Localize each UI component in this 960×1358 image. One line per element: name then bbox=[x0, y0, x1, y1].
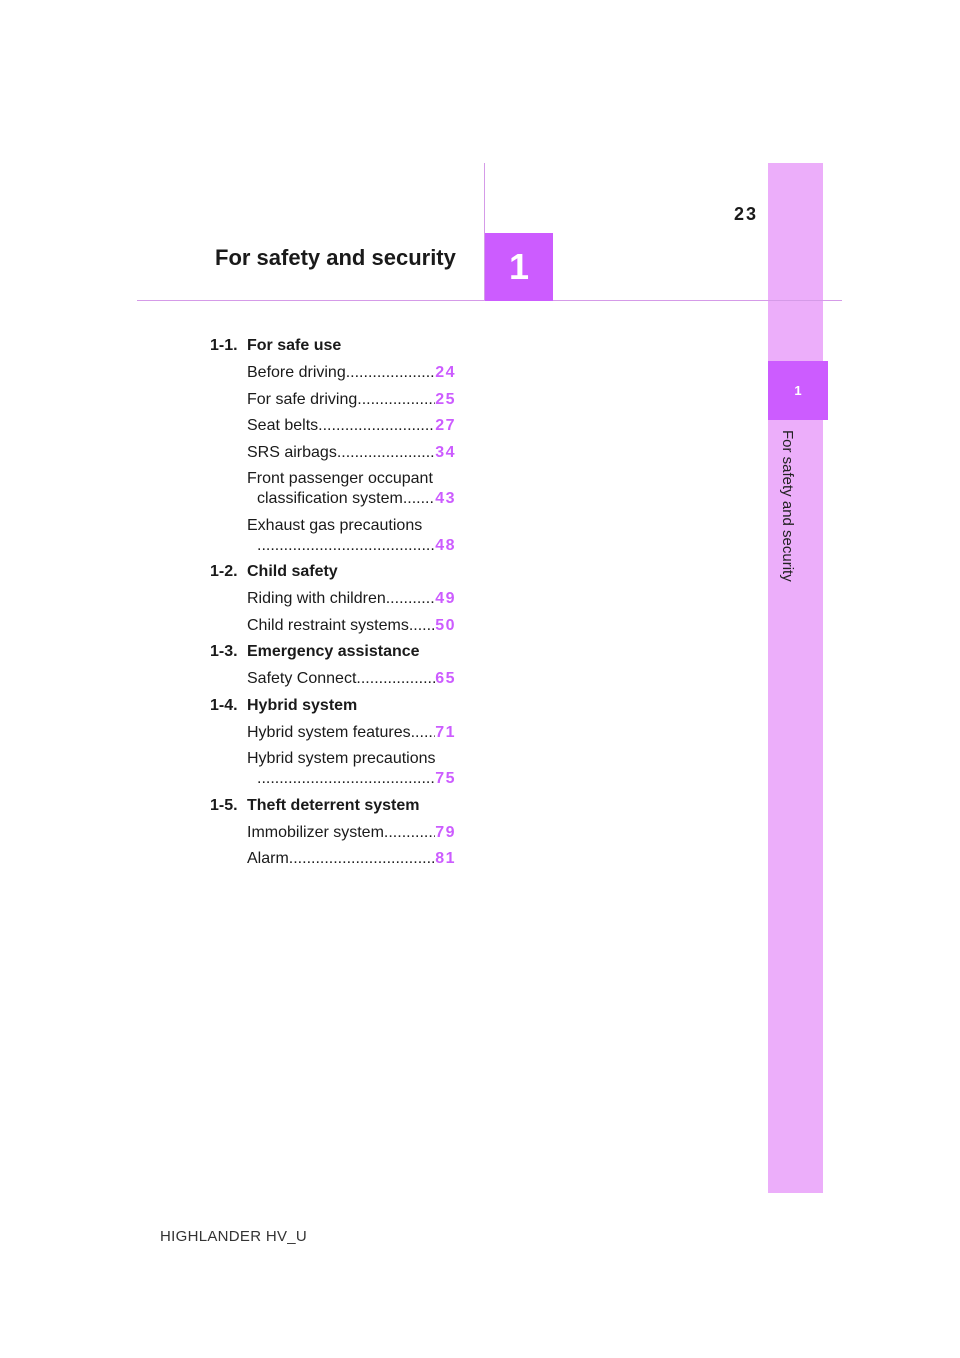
toc-leader-dots bbox=[356, 669, 435, 689]
toc-section-heading bbox=[210, 696, 460, 723]
toc-entry[interactable] bbox=[247, 416, 456, 436]
toc-section-title: Child safety bbox=[247, 563, 338, 580]
toc-leader-dots bbox=[346, 363, 435, 383]
toc-entry[interactable] bbox=[247, 443, 456, 463]
toc-leader-dots bbox=[289, 849, 435, 869]
toc-page-link[interactable]: 43 bbox=[435, 490, 456, 507]
toc-leader-dots bbox=[257, 769, 435, 789]
toc-entry-title: Safety Connect bbox=[247, 670, 357, 687]
toc-entry[interactable] bbox=[247, 516, 456, 556]
toc-page-link[interactable]: 27 bbox=[435, 417, 456, 434]
toc-page-link[interactable]: 65 bbox=[435, 670, 456, 687]
toc-leader-dots bbox=[403, 489, 435, 509]
toc-page-link[interactable]: 34 bbox=[435, 443, 456, 461]
toc-page-link[interactable]: 71 bbox=[435, 723, 456, 741]
toc-page-link[interactable]: 48 bbox=[435, 536, 456, 554]
toc-leader-dots bbox=[357, 390, 435, 410]
toc-section-number: 1-2. bbox=[210, 563, 238, 580]
toc-section-heading bbox=[210, 336, 460, 363]
toc-page-link[interactable]: 49 bbox=[435, 590, 456, 607]
page-number: 23 bbox=[733, 204, 758, 224]
toc-entry-title: Immobilizer system bbox=[247, 823, 384, 841]
footer-model: HIGHLANDER HV_U bbox=[160, 1228, 308, 1245]
toc-entry-title: Alarm bbox=[247, 850, 289, 867]
toc-page-link[interactable]: 25 bbox=[435, 390, 456, 408]
toc-entry-title: Hybrid system features bbox=[247, 723, 411, 741]
toc-leader-dots bbox=[384, 823, 435, 843]
toc-section-heading bbox=[210, 642, 460, 669]
toc-leader-dots bbox=[411, 723, 435, 743]
toc-section-number: 1-4. bbox=[210, 696, 238, 714]
toc-entry-title: For safe driving bbox=[247, 390, 358, 408]
toc-section-number: 1-1. bbox=[210, 337, 238, 354]
toc-section-title: Theft deterrent system bbox=[247, 796, 420, 814]
toc-section-heading bbox=[210, 562, 460, 589]
toc-section-title: For safe use bbox=[247, 337, 342, 354]
toc-leader-dots bbox=[386, 589, 435, 609]
toc-section-title: Emergency assistance bbox=[247, 643, 420, 660]
toc-entry[interactable] bbox=[247, 363, 456, 383]
toc-entry[interactable] bbox=[247, 469, 456, 509]
toc-section-number: 1-5. bbox=[210, 796, 238, 814]
toc-entry[interactable] bbox=[247, 589, 456, 609]
side-chapter-label: For safety and security bbox=[779, 430, 796, 582]
side-strip bbox=[768, 163, 823, 1193]
toc-entry[interactable] bbox=[247, 390, 456, 410]
chapter-title: For safety and security bbox=[215, 245, 456, 270]
toc-entry[interactable] bbox=[247, 823, 456, 843]
toc-leader-dots bbox=[257, 536, 435, 556]
table-of-contents bbox=[210, 336, 460, 876]
toc-page-link[interactable]: 24 bbox=[435, 364, 456, 381]
toc-section-heading bbox=[210, 796, 460, 823]
toc-leader-dots bbox=[409, 616, 435, 636]
side-chapter-tab[interactable]: 1 bbox=[768, 361, 828, 420]
toc-leader-dots bbox=[337, 443, 435, 463]
toc-entry[interactable] bbox=[247, 749, 456, 789]
toc-entry-title: SRS airbags bbox=[247, 443, 337, 461]
toc-page-link[interactable]: 79 bbox=[435, 823, 456, 841]
toc-section-title: Hybrid system bbox=[247, 696, 358, 714]
toc-leader-dots bbox=[318, 416, 435, 436]
toc-entry[interactable] bbox=[247, 669, 456, 689]
toc-entry[interactable] bbox=[247, 849, 456, 869]
toc-section-number: 1-3. bbox=[210, 643, 238, 660]
toc-entry-title: Riding with children bbox=[247, 590, 386, 607]
toc-page-link[interactable]: 81 bbox=[435, 850, 456, 867]
chapter-number-box: 1 bbox=[485, 233, 553, 301]
toc-entry-title: Child restraint systems bbox=[247, 616, 409, 634]
toc-entry-title: Front passenger occupant bbox=[247, 470, 433, 487]
toc-entry-title: Seat belts bbox=[247, 417, 319, 434]
toc-entry-title: Before driving bbox=[247, 364, 346, 381]
toc-entry-title: classification system bbox=[257, 490, 403, 507]
toc-page-link[interactable]: 50 bbox=[435, 616, 456, 634]
toc-entry-title: Hybrid system precautions bbox=[247, 750, 436, 767]
toc-entry-title: Exhaust gas precautions bbox=[247, 516, 423, 534]
toc-entry[interactable] bbox=[247, 616, 456, 636]
toc-entry[interactable] bbox=[247, 723, 456, 743]
toc-page-link[interactable]: 75 bbox=[435, 770, 456, 787]
